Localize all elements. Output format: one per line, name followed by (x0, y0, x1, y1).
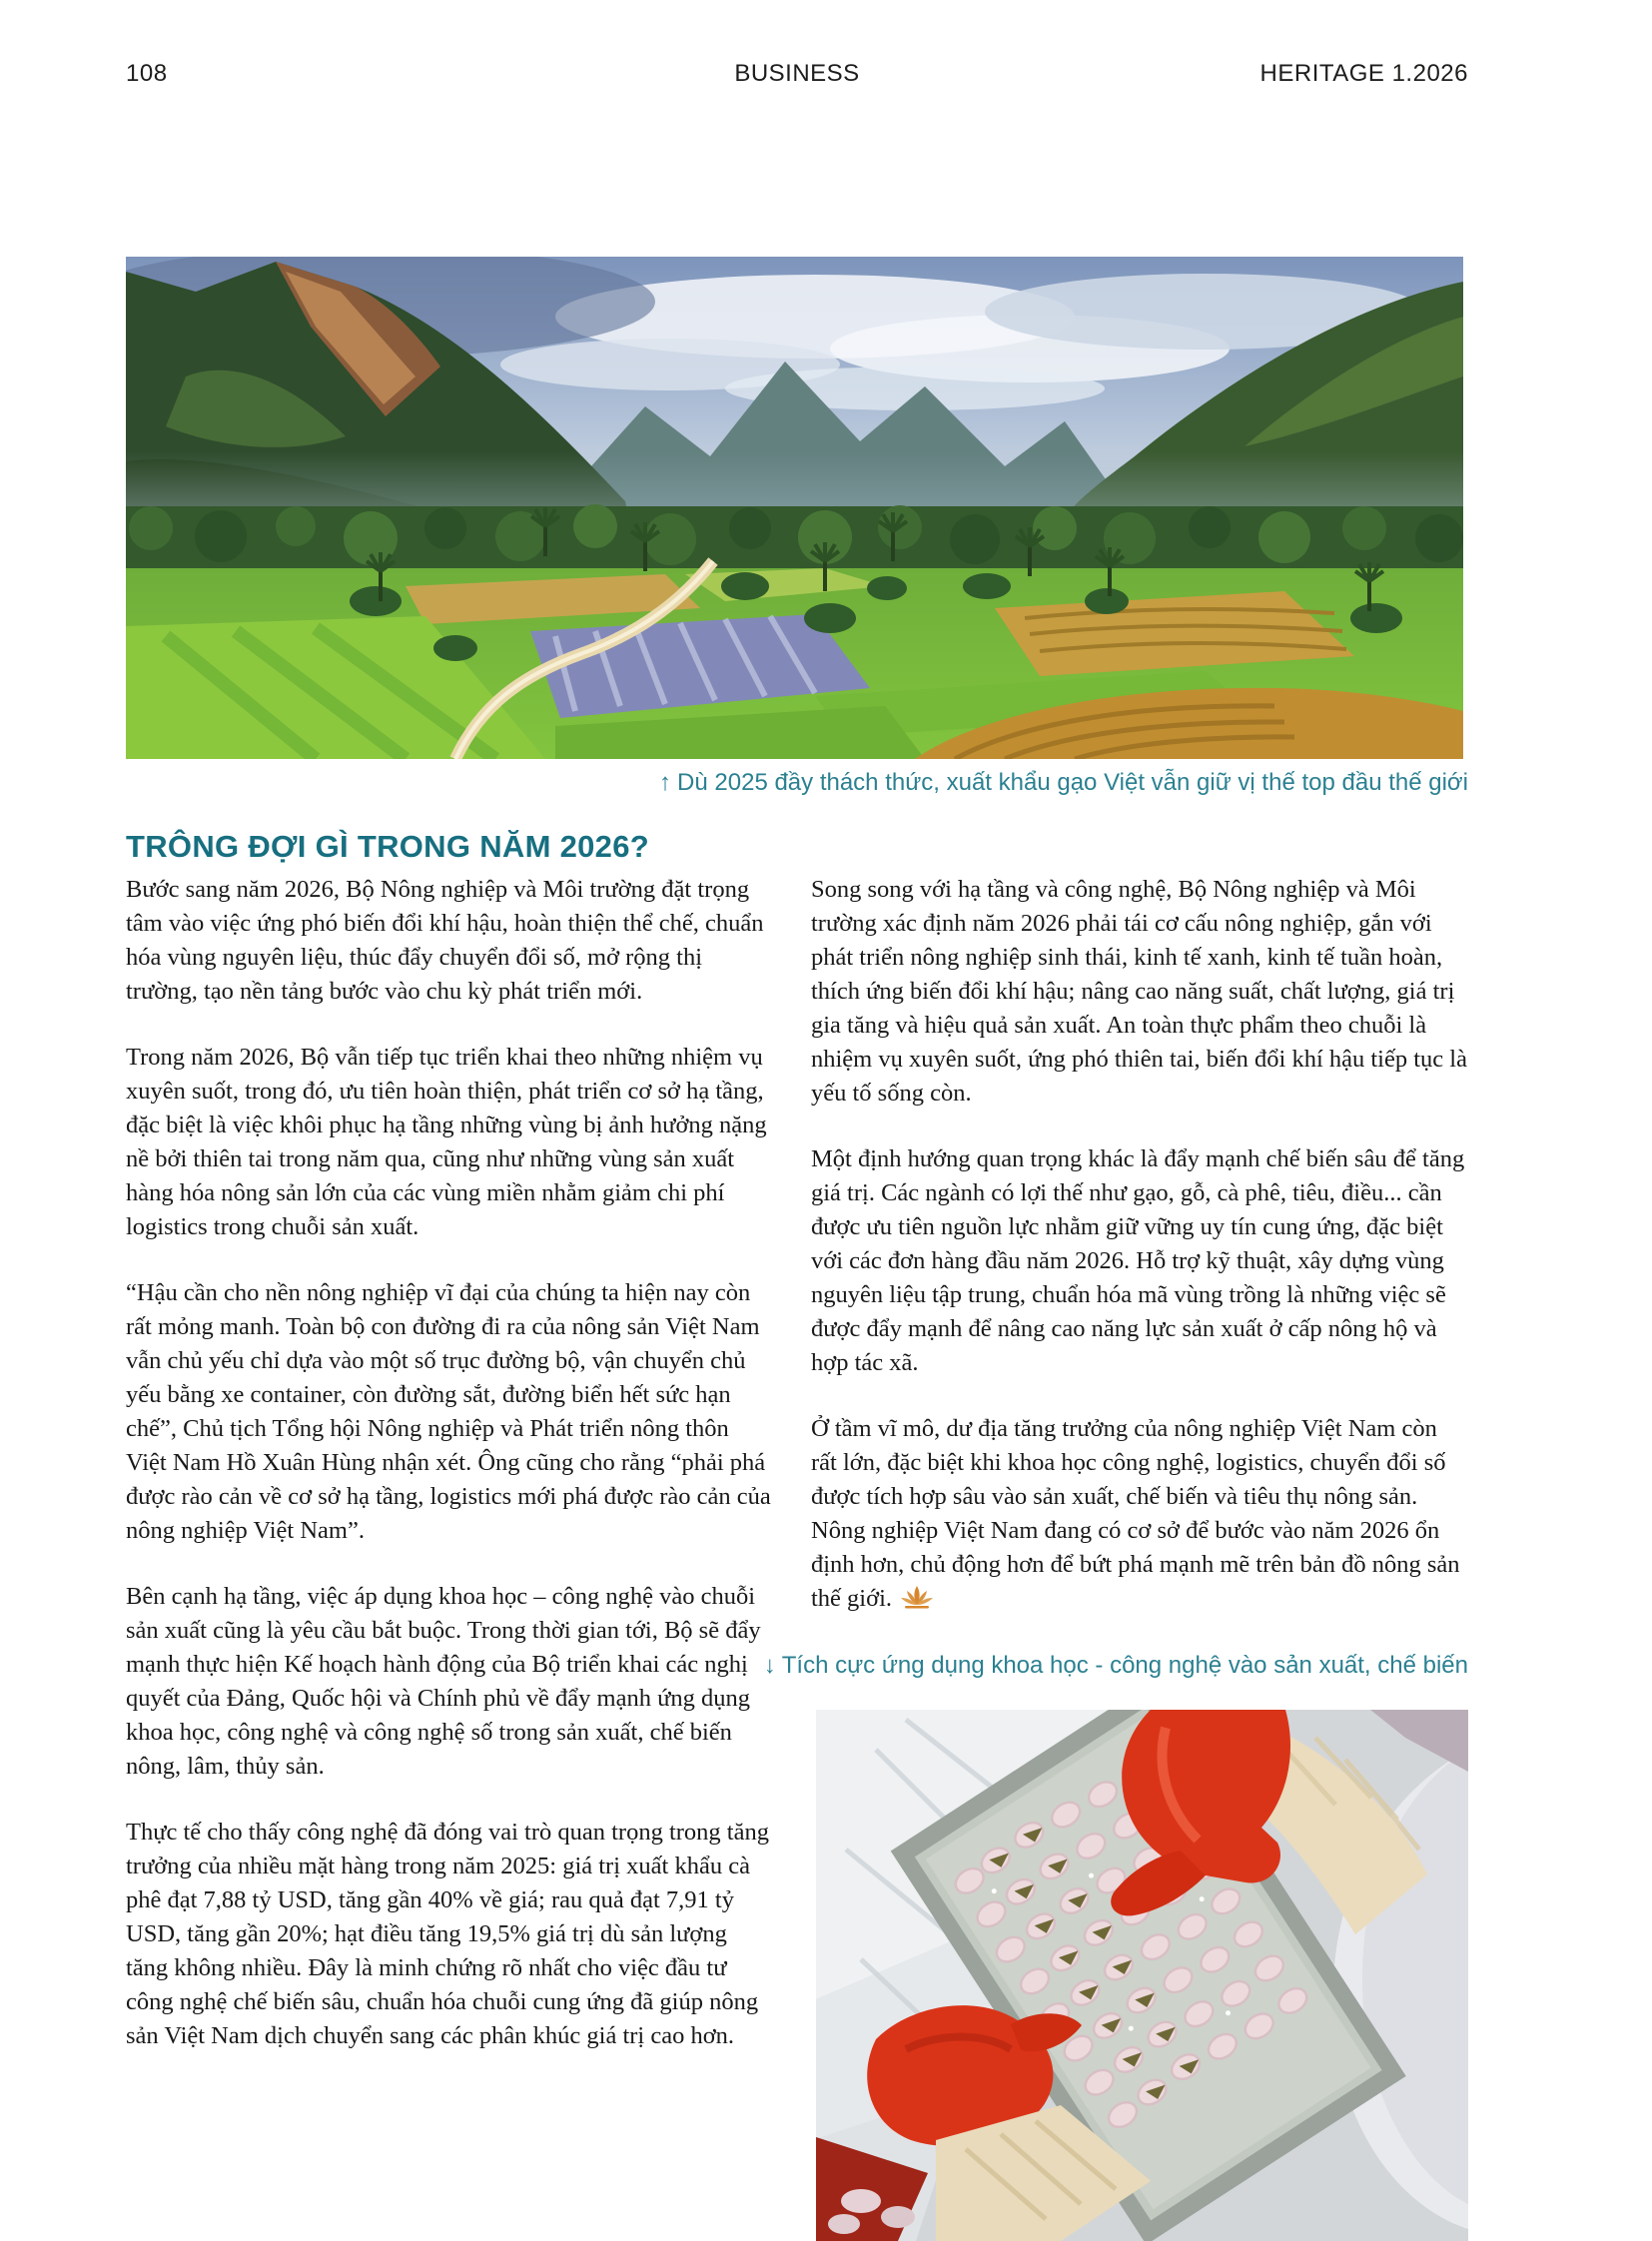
article-paragraph-text: Ở tầm vĩ mô, dư địa tăng trưởng của nông nghiệp Việt Nam còn rất lớn, đặc biệt khi khoa học công nghệ, logistics, chuyển đổi số được tích hợp sâu vào sản xuất, chế biến và tiêu thụ nông sản. Nông nghiệp Việt Nam đang có cơ sở để bước vào năm 2026 ổn định hơn, chủ động hơn để bứt phá mạnh mẽ trên bản đồ nông sản thế giới. (811, 1415, 1460, 1612)
article-paragraph: “Hậu cần cho nền nông nghiệp vĩ đại của chúng ta hiện nay còn rất mỏng manh. Toàn bộ con đường đi ra của nông sản Việt Nam vẫn chủ yếu chỉ dựa vào một số trục đường bộ, vận chuyển chủ yếu bằng xe container, còn đường sắt, đường biển hết sức hạn chế”, Chủ tịch Tổng hội Nông nghiệp và Phát triển nông thôn Việt Nam Hồ Xuân Hùng nhận xét. Ông cũng cho rằng “phải phá được rào cản về cơ sở hạ tầng, logistics mới phá được rào cản của nông nghiệp Việt Nam”. (126, 1279, 771, 1544)
article-heading: TRÔNG ĐỢI GÌ TRONG NĂM 2026? (126, 829, 650, 864)
article-paragraph: Bước sang năm 2026, Bộ Nông nghiệp và Môi trường đặt trọng tâm vào việc ứng phó biến đổi khí hậu, hoàn thiện thể chế, chuẩn hóa vùng nguyên liệu, thúc đẩy chuyển đổi số, mở rộng thị trường, tạo nền tảng bước vào chu kỳ phát triển mới. (126, 876, 764, 1005)
section-title: BUSINESS (734, 60, 860, 87)
second-photo-caption (699, 1652, 1468, 1680)
article-paragraph: Một định hướng quan trọng khác là đẩy mạnh chế biến sâu để tăng giá trị. Các ngành có lợi thế như gạo, gỗ, cà phê, tiêu, điều... cần được ưu tiên nguồn lực nhằm giữ vững uy tín cung ứng, đặc biệt với các đơn hàng đầu năm 2026. Hỗ trợ kỹ thuật, xây dựng vùng nguyên liệu tập trung, chuẩn hóa mã vùng trồng là những việc sẽ được đẩy mạnh để nâng cao năng lực sản xuất ở cấp nông hộ và hợp tác xã. (811, 1145, 1465, 1376)
right-column (811, 873, 1468, 1651)
page-header (126, 60, 1468, 92)
article-paragraph: Bên cạnh hạ tầng, việc áp dụng khoa học – công nghệ vào chuỗi sản xuất cũng là yêu cầu bắt buộc. Trong thời gian tới, Bộ sẽ đẩy mạnh thực hiện Kế hoạch hành động của Bộ triển khai các nghị quyết của Đảng, Quốc hội và Chính phủ về đẩy mạnh ứng dụng khoa học, công nghệ và công nghệ số trong sản xuất, chế biến nông, lâm, thủy sản. (126, 1583, 761, 1780)
article-paragraph (811, 1412, 1468, 1619)
up-arrow-icon: ↑ (659, 769, 672, 796)
lotus-end-mark-icon (900, 1585, 934, 1619)
issue-label: HERITAGE 1.2026 (1259, 60, 1468, 87)
article-paragraph: Song song với hạ tầng và công nghệ, Bộ Nông nghiệp và Môi trường xác định năm 2026 phải tái cơ cấu nông nghiệp, gắn với phát triển nông nghiệp sinh thái, kinh tế xanh, kinh tế tuần hoàn, thích ứng biến đổi khí hậu; nâng cao năng suất, chất lượng, giá trị gia tăng và hiệu quả sản xuất. An toàn thực phẩm theo chuỗi là nhiệm vụ xuyên suốt, ứng phó thiên tai, biến đổi khí hậu tiếp tục là yếu tố sống còn. (811, 876, 1467, 1107)
page-number: 108 (126, 60, 168, 87)
left-column (126, 873, 775, 2085)
main-photo-caption (126, 769, 1468, 797)
shrimp-processing-photo (816, 1710, 1468, 2241)
main-photo (126, 257, 1463, 759)
main-photo-caption-text: Dù 2025 đầy thách thức, xuất khẩu gạo Việt vẫn giữ vị thế top đầu thế giới (677, 769, 1468, 796)
rice-fields-photo-illustration (126, 257, 1463, 759)
down-arrow-icon: ↓ (763, 1652, 776, 1679)
second-photo-caption-text: Tích cực ứng dụng khoa học - công nghệ vào sản xuất, chế biến (781, 1652, 1468, 1679)
article-paragraph: Thực tế cho thấy công nghệ đã đóng vai trò quan trọng trong tăng trưởng của nhiều mặt hàng trong năm 2025: giá trị xuất khẩu cà phê đạt 7,88 tỷ USD, tăng gần 40% về giá; rau quả đạt 7,91 tỷ USD, tăng gần 20%; hạt điều tăng 19,5% giá trị dù sản lượng tăng không nhiều. Đây là minh chứng rõ nhất cho việc đầu tư công nghệ chế biến sâu, chuẩn hóa chuỗi cung ứng đã giúp nông sản Việt Nam dịch chuyển sang các phân khúc giá trị cao hơn. (126, 1819, 769, 2049)
article-paragraph: Trong năm 2026, Bộ vẫn tiếp tục triển khai theo những nhiệm vụ xuyên suốt, trong đó, ưu tiên hoàn thiện, phát triển cơ sở hạ tầng, đặc biệt là việc khôi phục hạ tầng những vùng bị ảnh hưởng nặng nề bởi thiên tai trong năm qua, cũng như những vùng sản xuất hàng hóa nông sản lớn của các vùng miền nhằm giảm chi phí logistics trong chuỗi sản xuất. (126, 1044, 767, 1240)
shrimp-processing-illustration (816, 1710, 1468, 2241)
